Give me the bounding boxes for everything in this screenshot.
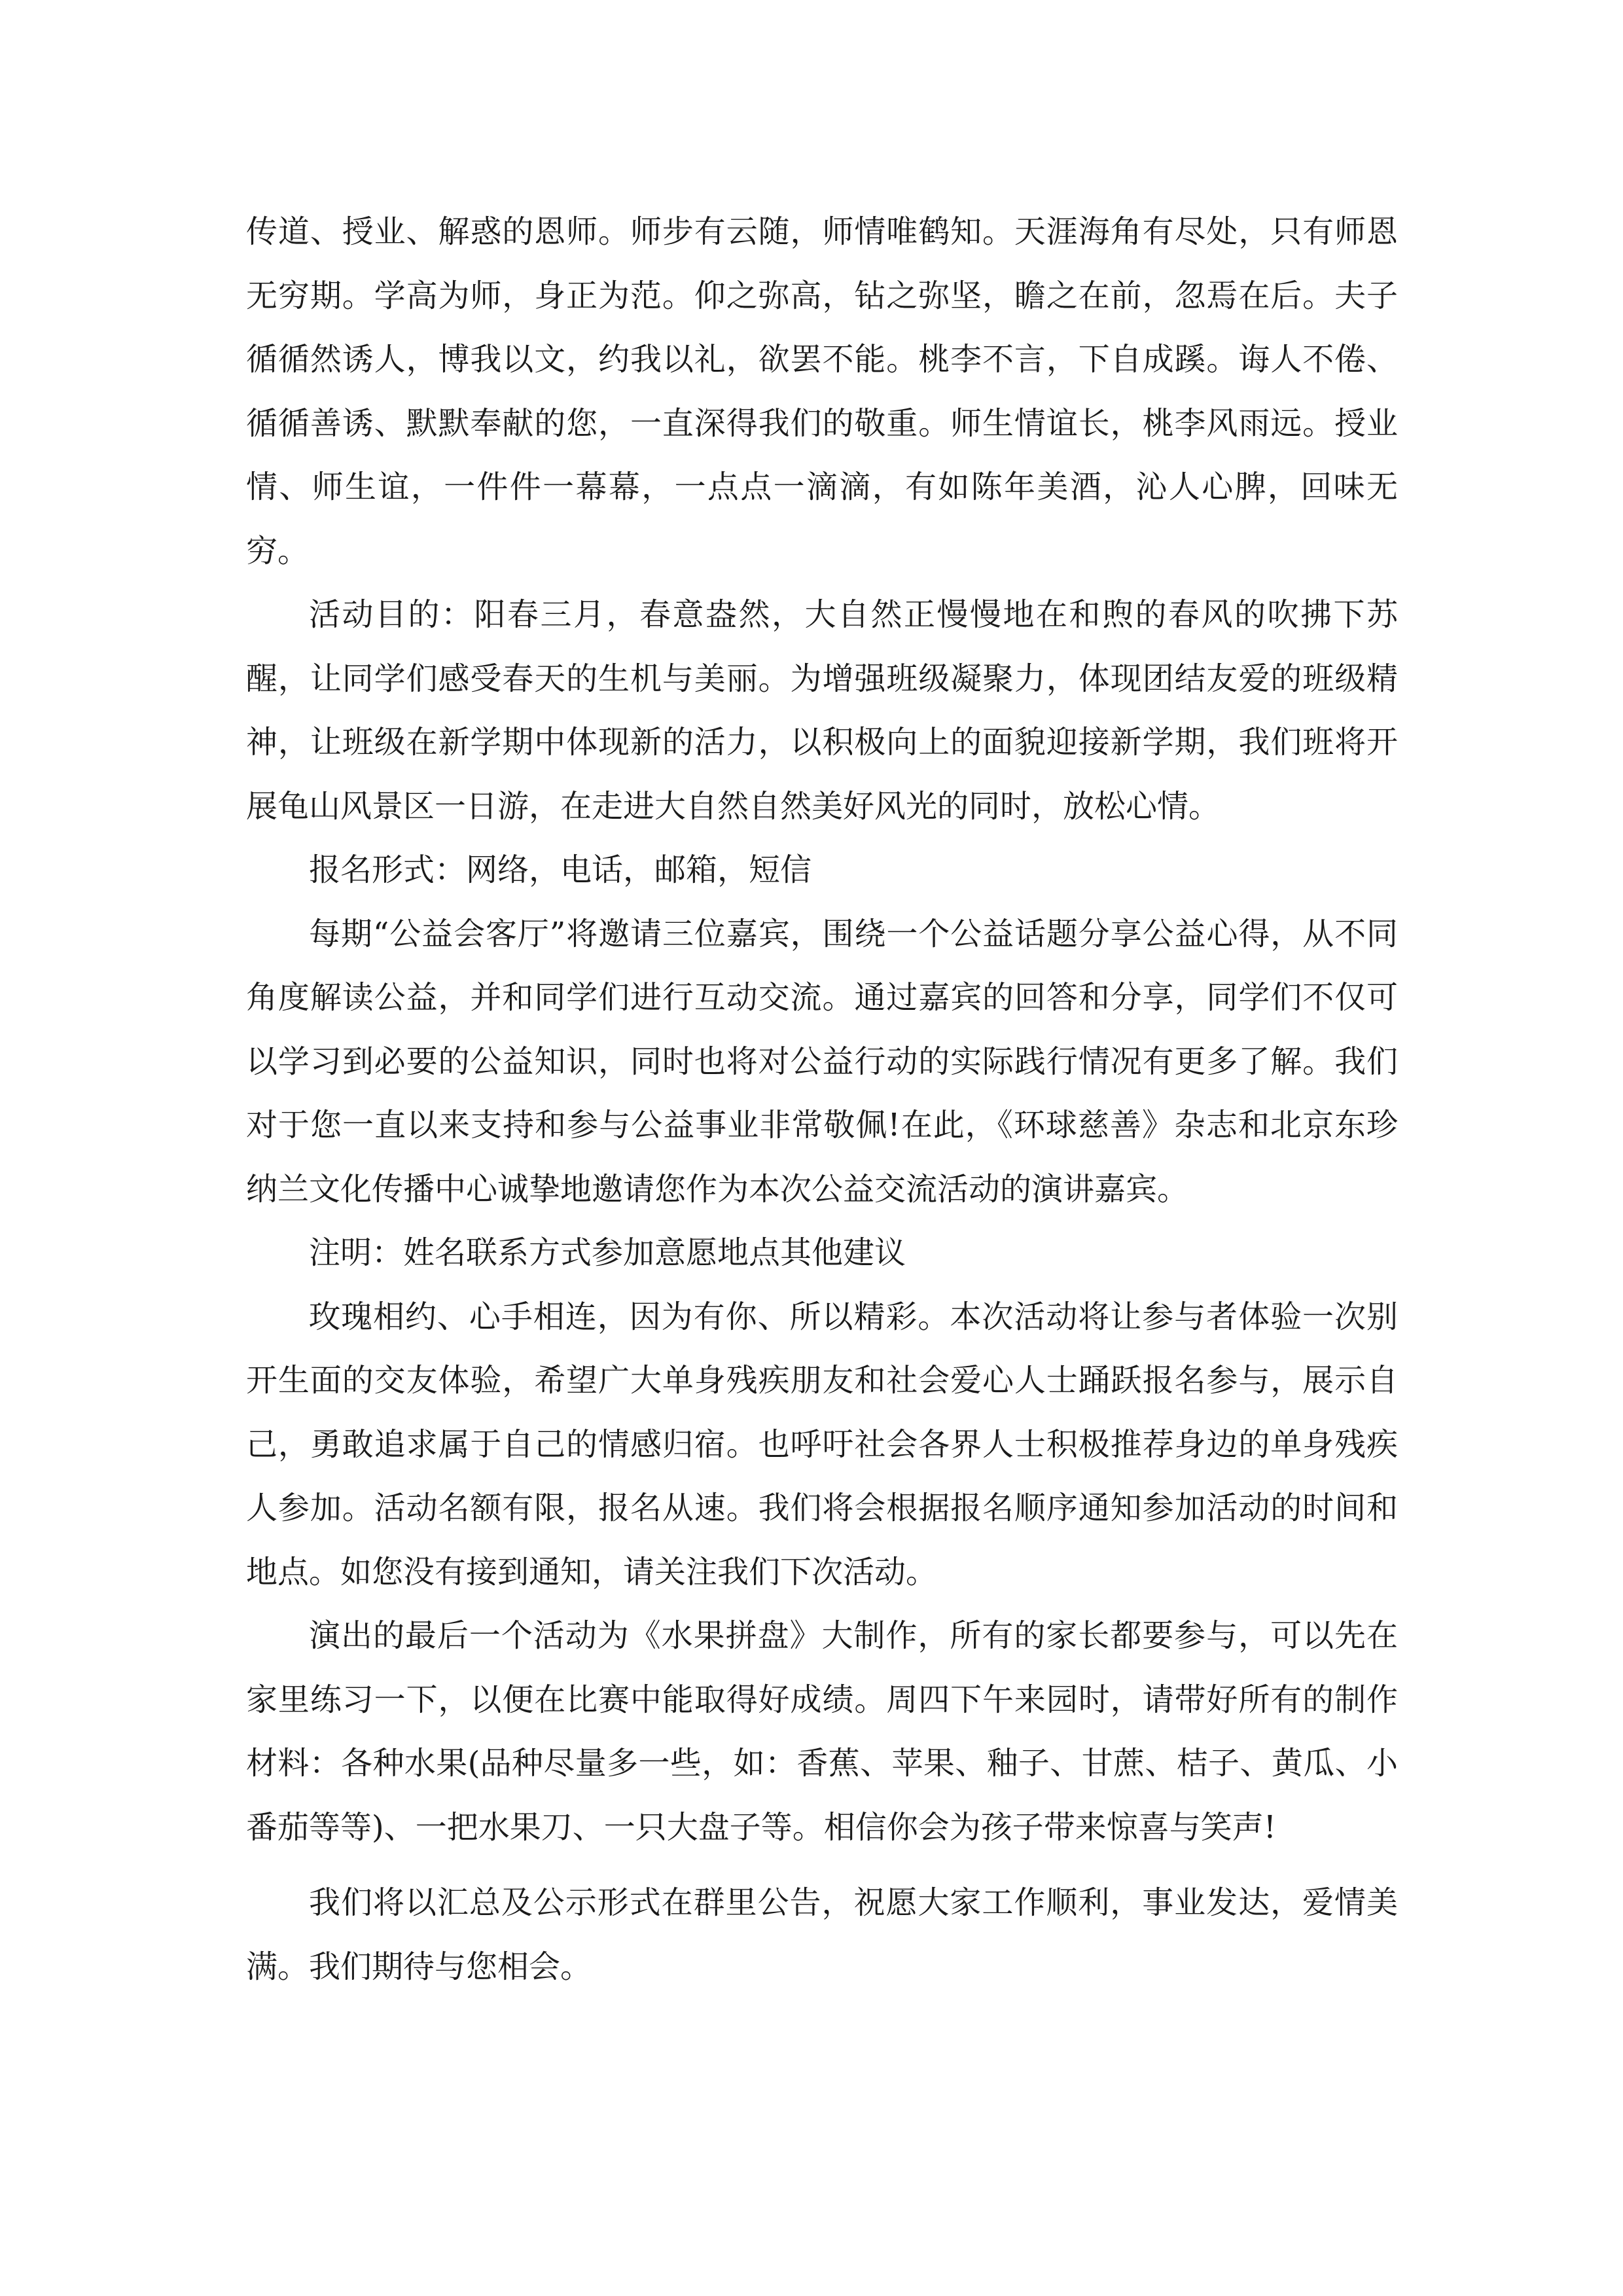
paragraph-fruit-platter: 演出的最后一个活动为《水果拼盘》大制作，所有的家长都要参与，可以先在家里练习一下，以便在比赛中能取得好成绩。周四下午来园时，请带好所有的制作材料：各种水果(品种尽量多一些，如：香蕉、苹果、釉子、甘蔗、桔子、黄瓜、小番茄等等)、一把水果刀、一只大盘子等。相信你会为孩子带来惊喜与笑声!	[246, 1617, 1398, 1846]
paragraph-activity-purpose: 活动目的：阳春三月，春意盎然，大自然正慢慢地在和煦的春风的吹拂下苏醒，让同学们感受春天的生机与美丽。为增强班级凝聚力，体现团结友爱的班级精神，让班级在新学期中体现新的活力，以积极向上的面貌迎接新学期，我们班将开展龟山风景区一日游，在走进大自然自然美好风光的同时，放松心情。	[246, 596, 1398, 825]
paragraph-note: 注明：姓名联系方式参加意愿地点其他建议	[309, 1234, 906, 1271]
paragraph-closing: 我们将以汇总及公示形式在群里公告，祝愿大家工作顺利，事业发达，爱情美满。我们期待与您相会。	[246, 1884, 1398, 1985]
paragraph-charity-salon: 每期“公益会客厅”将邀请三位嘉宾，围绕一个公益话题分享公益心得，从不同角度解读公益，并和同学们进行互动交流。通过嘉宾的回答和分享，同学们不仅可以学习到必要的公益知识，同时也将对公益行动的实际践行情况有更多了解。我们对于您一直以来支持和参与公益事业非常敬佩!在此，《环球慈善》杂志和北京东珍纳兰文化传播中心诚挚地邀请您作为本次公益交流活动的演讲嘉宾。	[246, 915, 1398, 1208]
paragraph-rose-event: 玫瑰相约、心手相连，因为有你、所以精彩。本次活动将让参与者体验一次别开生面的交友体验，希望广大单身残疾朋友和社会爱心人士踊跃报名参与，展示自己，勇敢追求属于自己的情感归宿。也呼吁社会各界人士积极推荐身边的单身残疾人参加。活动名额有限，报名从速。我们将会根据报名顺序通知参加活动的时间和地点。如您没有接到通知，请关注我们下次活动。	[246, 1298, 1398, 1590]
paragraph-registration-methods: 报名形式：网络，电话，邮箱，短信	[309, 852, 812, 888]
paragraph-teacher-praise: 传道、授业、解惑的恩师。师步有云随，师情唯鹤知。天涯海角有尽处，只有师恩无穷期。学高为师，身正为范。仰之弥高，钻之弥坚，瞻之在前，忽焉在后。夫子循循然诱人，博我以文，约我以礼，欲罢不能。桃李不言，下自成蹊。诲人不倦、循循善诱、默默奉献的您，一直深得我们的敬重。师生情谊长，桃李风雨远。授业情、师生谊，一件件一幕幕，一点点一滴滴，有如陈年美酒，沁人心脾，回味无穷。	[246, 213, 1398, 569]
document-body	[246, 200, 1398, 1999]
